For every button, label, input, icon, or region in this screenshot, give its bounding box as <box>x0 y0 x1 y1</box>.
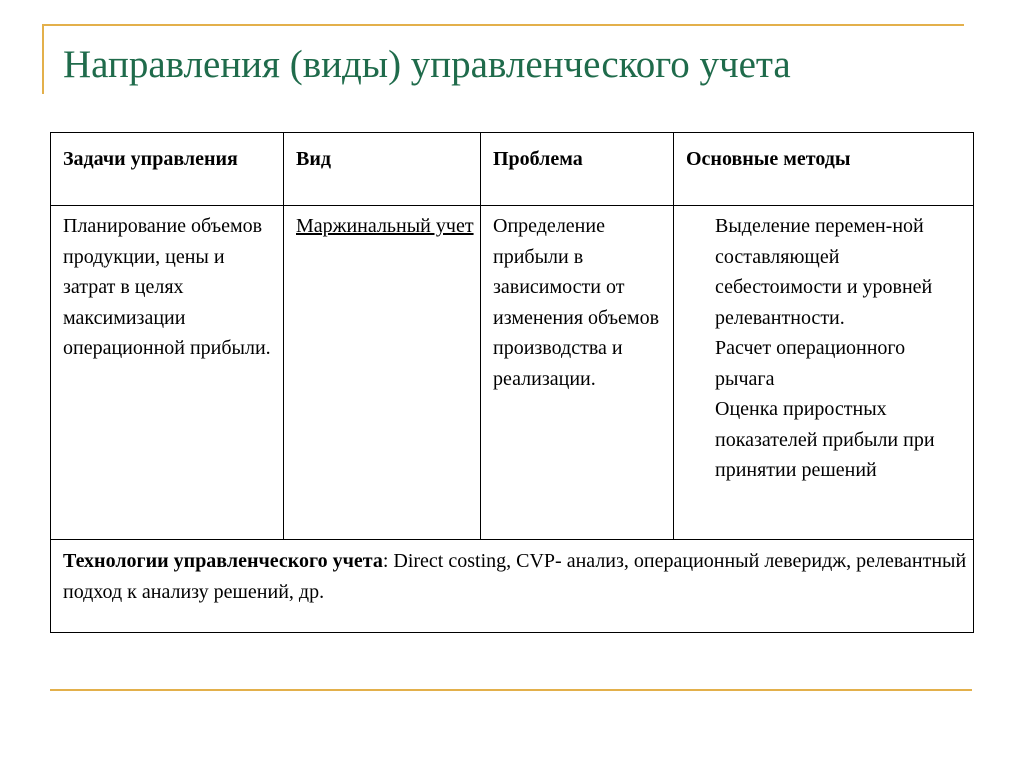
accent-line-left <box>42 24 44 94</box>
cell-problem: Определение прибыли в зависимости от изменения объемов производства и реализации. <box>481 206 674 540</box>
methods-list <box>686 211 969 486</box>
header-problem: Проблема <box>481 133 674 206</box>
cell-methods <box>674 206 974 540</box>
list-item: Выделение перемен-ной составляющей себестоимости и уровней релевантности. <box>715 215 933 329</box>
header-tasks: Задачи управления <box>51 133 284 206</box>
footer-cell <box>51 540 974 633</box>
list-item: Оценка приростных показателей прибыли при принятии решений <box>715 398 935 481</box>
cell-type <box>284 206 481 540</box>
type-link-text: Маржинальный учет <box>296 215 474 237</box>
header-methods: Основные методы <box>674 133 974 206</box>
header-type: Вид <box>284 133 481 206</box>
footer-label: Технологии управленческого учета <box>63 550 383 572</box>
list-item: Расчет операционного рычага <box>715 337 906 390</box>
accent-line-top <box>42 24 964 26</box>
management-accounting-table <box>50 132 974 633</box>
table-footer-row <box>51 540 974 633</box>
footer-text: : Direct costing, CVP- анализ, операционный леверидж, релевантный подход к анализу решений, др. <box>63 550 967 603</box>
slide-title: Направления (виды) управленческого учета <box>63 43 791 86</box>
accent-line-bottom <box>50 689 972 691</box>
table-header-row <box>51 133 974 206</box>
table-row <box>51 206 974 540</box>
cell-tasks: Планирование объемов продукции, цены и затрат в целях максимизации операционной прибыли. <box>51 206 284 540</box>
